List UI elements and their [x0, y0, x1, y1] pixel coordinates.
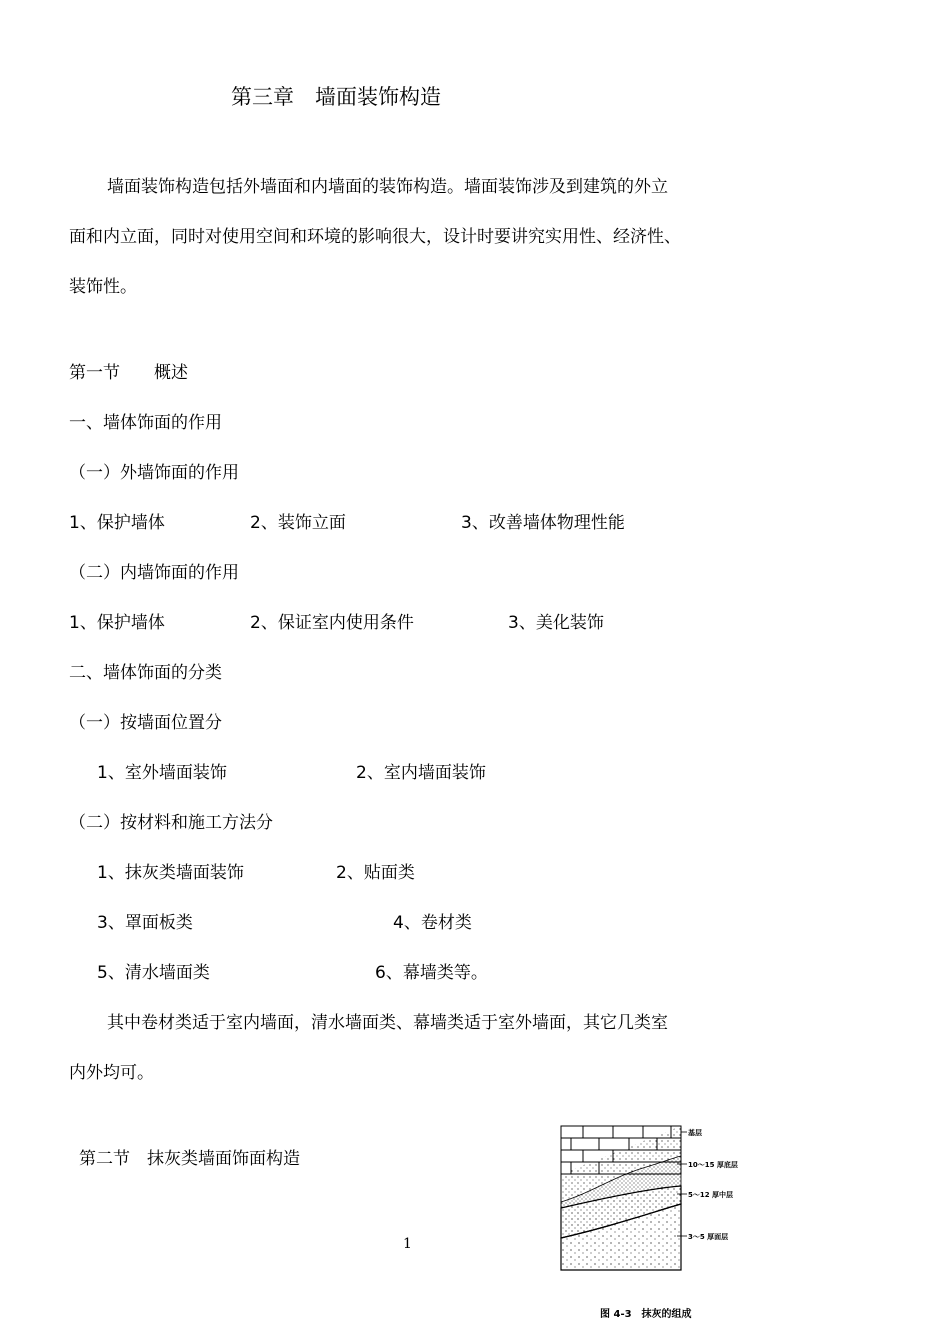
- label-base: 基层: [688, 1129, 702, 1137]
- list-item: 3、罩面板类: [97, 913, 193, 933]
- list-item: 1、保护墙体: [69, 613, 165, 633]
- intro-line-1: 墙面装饰构造包括外墙面和内墙面的装饰构造。墙面装饰涉及到建筑的外立: [107, 177, 668, 197]
- list-item: 2、保证室内使用条件: [250, 613, 414, 633]
- figure-caption: 图 4-3 抹灰的组成: [600, 1309, 692, 1320]
- section2-heading: 第二节 抹灰类墙面饰面构造: [79, 1149, 300, 1169]
- list-item: 2、室内墙面装饰: [356, 763, 486, 783]
- list-item: 5、清水墙面类: [97, 963, 210, 983]
- section1-heading: 第一节 概述: [69, 363, 188, 383]
- intro-line-3: 装饰性。: [69, 277, 137, 297]
- label-top-coat: 3～5 厚面层: [688, 1233, 729, 1241]
- note-line-2: 内外均可。: [69, 1063, 154, 1083]
- intro-line-2: 面和内立面，同时对使用空间和环境的影响很大，设计时要讲究实用性、经济性、: [69, 227, 681, 247]
- sub-heading-interior-function: （二）内墙饰面的作用: [69, 563, 239, 583]
- list-item: 1、抹灰类墙面装饰: [97, 863, 244, 883]
- list-item: 3、改善墙体物理性能: [461, 513, 625, 533]
- note-line-1: 其中卷材类适于室内墙面，清水墙面类、幕墙类适于室外墙面，其它几类室: [107, 1013, 668, 1033]
- list-item: 2、装饰立面: [250, 513, 346, 533]
- label-bottom-coat: 10～15 厚底层: [688, 1161, 738, 1169]
- list-item: 1、保护墙体: [69, 513, 165, 533]
- chapter-title: 第三章 墙面装饰构造: [231, 85, 441, 109]
- sub-heading-exterior-function: （一）外墙饰面的作用: [69, 463, 239, 483]
- list-item: 1、室外墙面装饰: [97, 763, 227, 783]
- sub-heading-by-material: （二）按材料和施工方法分: [69, 813, 273, 833]
- page-number: 1: [403, 1236, 412, 1252]
- label-middle-coat: 5～12 厚中层: [688, 1191, 734, 1199]
- list-item: 2、贴面类: [336, 863, 415, 883]
- list-item: 6、幕墙类等。: [375, 963, 488, 983]
- list-item: 3、美化装饰: [508, 613, 604, 633]
- plaster-layers-figure: [553, 1122, 753, 1322]
- part2-heading: 二、墙体饰面的分类: [69, 663, 222, 683]
- sub-heading-by-position: （一）按墙面位置分: [69, 713, 222, 733]
- part1-heading: 一、墙体饰面的作用: [69, 413, 222, 433]
- list-item: 4、卷材类: [393, 913, 472, 933]
